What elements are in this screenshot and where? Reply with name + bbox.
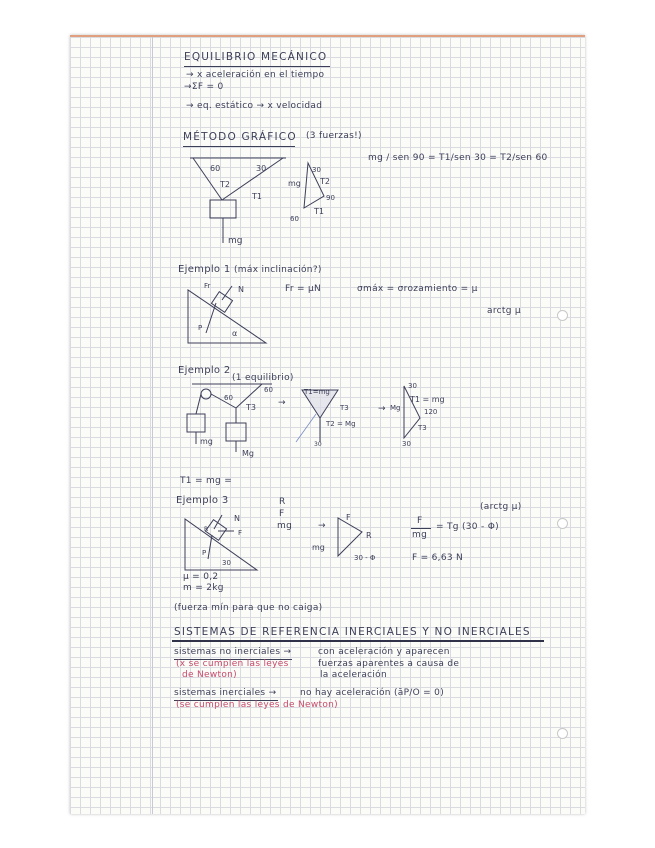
ex2-tri-t1-label: T1 = mg (410, 395, 445, 404)
metodo-diagram (190, 155, 300, 250)
ex2-60b-label: 60 (264, 386, 273, 394)
ex2-mid-30-label: 30 (314, 441, 322, 448)
metodo-underline (183, 146, 295, 147)
ex2-mg-label: mg (200, 437, 213, 446)
ejemplo1-heading: Ejemplo 1 (178, 264, 231, 275)
ex3-30-label: 30 (222, 559, 231, 567)
ex3-frac-den: mg (412, 530, 428, 540)
fr-label: Fr (204, 282, 211, 290)
tri-30-label: 30 (312, 166, 321, 174)
tri-t2-label: T2 (320, 177, 330, 186)
punch-hole (557, 518, 568, 529)
ex3-n-label: N (234, 514, 240, 523)
ejemplo1-note: (máx inclinación?) (234, 265, 322, 275)
punch-hole (557, 310, 568, 321)
ex2-mid-t3-label: T3 (340, 404, 349, 412)
ex3-list-r: R (279, 497, 286, 507)
ex2-tri-Mg-label: Mg (390, 404, 401, 412)
ejemplo2-force-triangle (392, 380, 462, 450)
ejemplo3-heading: Ejemplo 3 (176, 495, 229, 506)
ex3-tri-mg-label: mg (312, 543, 325, 552)
title-underline (184, 66, 330, 67)
no-inerciales-desc-2: fuerzas aparentes a causa de (318, 659, 460, 669)
ex2-tri-120-label: 120 (424, 408, 438, 416)
metodo-force-triangle (288, 158, 348, 228)
intro-line-1: → x aceleración en el tiempo (186, 70, 325, 80)
t1-label: T1 (252, 192, 262, 201)
ex3-list-mg: mg (277, 521, 293, 531)
tri-90-label: 90 (326, 194, 335, 202)
ejemplo2-vector-diagram (294, 384, 374, 449)
ejemplo1-eq3: arctg μ (487, 306, 521, 316)
no-inerciales-pink-1: (x se cumplen las leyes (176, 659, 289, 669)
ejemplo1-eq2: σmáx = σrozamiento = μ (357, 284, 478, 294)
ejemplo3-arctg: (arctg μ) (480, 502, 522, 512)
no-inerciales-desc-1: con aceleración y aparecen (318, 647, 450, 657)
ejemplo2-note: (1 equilibrio) (232, 373, 294, 383)
ejemplo3-result: F = 6,63 N (412, 553, 464, 563)
ex2-Mg-label: Mg (242, 449, 254, 458)
ex2-60-label: 60 (224, 394, 233, 402)
ejemplo3-note: (fuerza mín para que no caiga) (174, 603, 323, 613)
metodo-heading: MÉTODO GRÁFICO (183, 131, 297, 143)
ejemplo2-heading: Ejemplo 2 (178, 365, 231, 376)
ejemplo3-mu: μ = 0,2 (183, 572, 219, 582)
n-label: N (238, 285, 244, 294)
angle-30-label: 30 (256, 164, 267, 173)
ejemplo3-force-triangle (312, 510, 382, 562)
ex2-t3-label: T3 (246, 403, 256, 412)
metodo-formula: mg / sen 90 = T1/sen 30 = T2/sen 60 (368, 153, 548, 163)
ex2-arrow-2: → (378, 404, 386, 414)
t2-label: T2 (220, 180, 230, 189)
metodo-note: (3 fuerzas!) (306, 131, 362, 141)
ejemplo1-incline-diagram (186, 278, 271, 348)
mg-label: mg (228, 236, 243, 246)
ex2-arrow-1: → (278, 398, 286, 408)
ejemplo1-eq1: Fr = μN (285, 284, 322, 294)
ex3-frac-bar (411, 528, 431, 529)
page-title: EQUILIBRIO MECÁNICO (184, 51, 328, 63)
no-inerciales-label: sistemas no inerciales → (174, 647, 292, 657)
ex3-f-label: F (238, 529, 243, 537)
inerciales-pink: (se cumplen las leyes de Newton) (176, 700, 338, 710)
ex3-tri-angle-label: 30 - Φ (354, 554, 376, 562)
tri-t1-label: T1 (314, 207, 324, 216)
tri-mg-label: mg (288, 179, 301, 188)
intro-line-3: → eq. estático → x velocidad (186, 101, 323, 111)
ejemplo3-incline-diagram (182, 505, 262, 575)
margin-line (152, 37, 153, 814)
ex2-mid-t2-label: T2 = Mg (326, 420, 356, 428)
tri-60-label: 60 (290, 215, 299, 223)
ex2-mid-t1-label: T1=mg (304, 388, 330, 396)
no-inerciales-pink-2: de Newton) (182, 670, 237, 680)
sistemas-heading: SISTEMAS DE REFERENCIA INERCIALES Y NO INERCIALES (174, 626, 531, 638)
inerciales-desc: no hay aceleración (āP/O = 0) (300, 688, 445, 698)
ex3-p-label: P (202, 549, 207, 557)
punch-hole (557, 728, 568, 739)
ex3-r-label: R (204, 526, 209, 533)
no-inerciales-desc-3: la aceleración (320, 670, 387, 680)
ejemplo3-mass: m = 2kg (183, 583, 224, 593)
ex2-tri-t3-label: T3 (418, 424, 427, 432)
ex3-list-f: F (279, 509, 285, 519)
ex2-tri-30b-label: 30 (402, 440, 411, 448)
p-label: P (198, 324, 203, 332)
ex3-frac-num: F (417, 516, 423, 526)
inerciales-label: sistemas inerciales → (174, 688, 277, 698)
ex3-arrow: → (318, 521, 326, 531)
ejemplo2-result: T1 = mg = (180, 476, 233, 486)
intro-line-2: →ΣF = 0 (184, 82, 224, 92)
ejemplo2-pulley-diagram (182, 378, 282, 458)
alpha-label: α (232, 329, 238, 338)
angle-60-label: 60 (210, 164, 221, 173)
ex2-tri-30t-label: 30 (408, 382, 417, 390)
ex3-frac-rhs: = Tg (30 - Φ) (436, 522, 499, 532)
ex3-tri-f-label: F (346, 513, 351, 522)
ex3-tri-r-label: R (366, 531, 372, 540)
sistemas-underline (172, 640, 544, 642)
